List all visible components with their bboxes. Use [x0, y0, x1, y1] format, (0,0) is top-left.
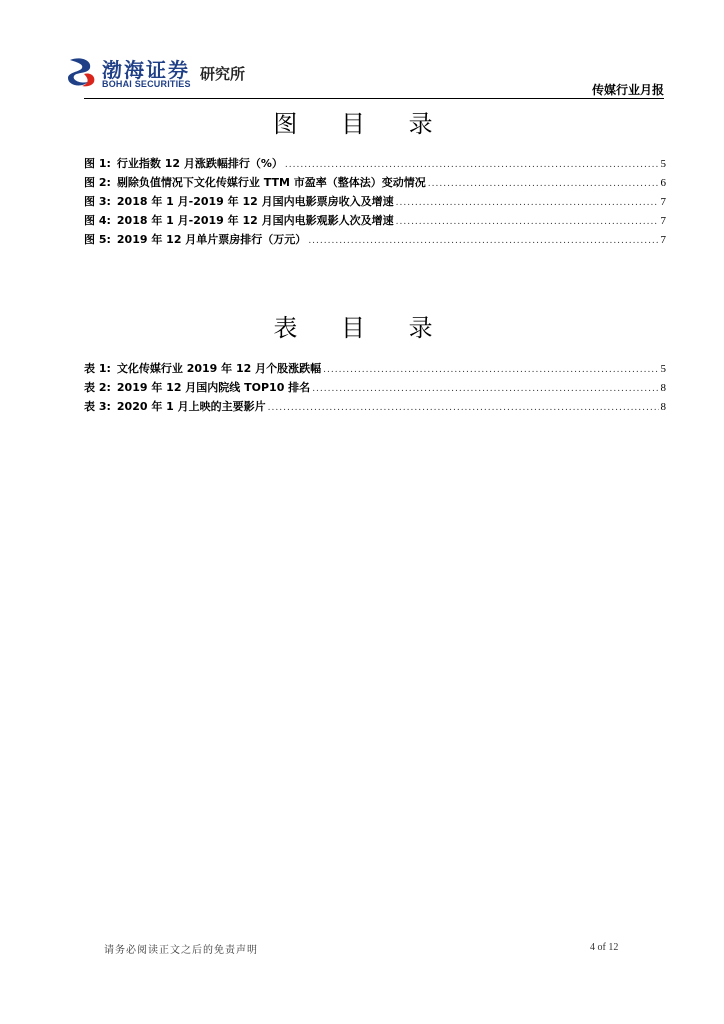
dot-leader [428, 179, 659, 189]
dot-leader [312, 384, 658, 394]
figure-title: 2018 年 1 月-2019 年 12 月国内电影票房收入及增速 [116, 195, 394, 208]
figure-label: 图 2: [84, 176, 111, 189]
report-type: 传媒行业月报 [591, 83, 664, 97]
figure-entry-4[interactable] [84, 212, 666, 231]
figure-title: 2019 年 12 月单片票房排行（万元） [116, 233, 307, 246]
table-title: 2020 年 1 月上映的主要影片 [116, 400, 266, 413]
table-page: 8 [660, 382, 666, 394]
footer-disclaimer: 请务必阅读正文之后的免责声明 [104, 945, 258, 956]
dot-leader [396, 217, 659, 227]
table-title: 文化传媒行业 2019 年 12 月个股涨跌幅 [116, 362, 322, 375]
table-label: 表 1: [84, 362, 111, 375]
figure-page: 7 [660, 196, 666, 208]
table-title: 2019 年 12 月国内院线 TOP10 排名 [116, 381, 311, 394]
table-list-title: 表 目 录 [273, 314, 451, 342]
figure-entry-2[interactable] [84, 174, 666, 193]
table-entry-3[interactable] [84, 398, 666, 417]
footer-page-number: 4 of 12 [590, 942, 619, 953]
figure-title: 2018 年 1 月-2019 年 12 月国内电影观影人次及增速 [116, 214, 394, 227]
dot-leader [285, 160, 659, 170]
table-entry-2[interactable] [84, 379, 666, 398]
logo-english-name: BOHAI SECURITIES [102, 79, 191, 89]
figure-page: 5 [660, 158, 666, 170]
table-page: 8 [660, 401, 666, 413]
bohai-logo-icon [66, 56, 96, 88]
figure-title: 剔除负值情况下文化传媒行业 TTM 市盈率（整体法）变动情况 [116, 176, 426, 189]
table-page: 5 [660, 363, 666, 375]
figure-page: 6 [660, 177, 666, 189]
figure-label: 图 4: [84, 214, 111, 227]
header-divider [84, 98, 664, 99]
table-label: 表 2: [84, 381, 111, 394]
table-entry-1[interactable] [84, 360, 666, 379]
figure-label: 图 1: [84, 157, 111, 170]
figure-page: 7 [660, 234, 666, 246]
institute-name: 研究所 [200, 65, 246, 83]
table-list [84, 360, 666, 417]
figure-entry-1[interactable] [84, 155, 666, 174]
dot-leader [308, 236, 658, 246]
figure-label: 图 3: [84, 195, 111, 208]
figure-entry-3[interactable] [84, 193, 666, 212]
dot-leader [268, 403, 659, 413]
dot-leader [396, 198, 659, 208]
table-label: 表 3: [84, 400, 111, 413]
figure-label: 图 5: [84, 233, 111, 246]
figure-entry-5[interactable] [84, 231, 666, 250]
logo-chinese-name: 渤海证券 [102, 58, 190, 82]
page-header [0, 0, 724, 100]
dot-leader [323, 365, 658, 375]
figure-list [84, 155, 666, 250]
figure-title: 行业指数 12 月涨跌幅排行（%） [116, 157, 283, 170]
figure-page: 7 [660, 215, 666, 227]
figure-list-title: 图 目 录 [273, 110, 451, 138]
